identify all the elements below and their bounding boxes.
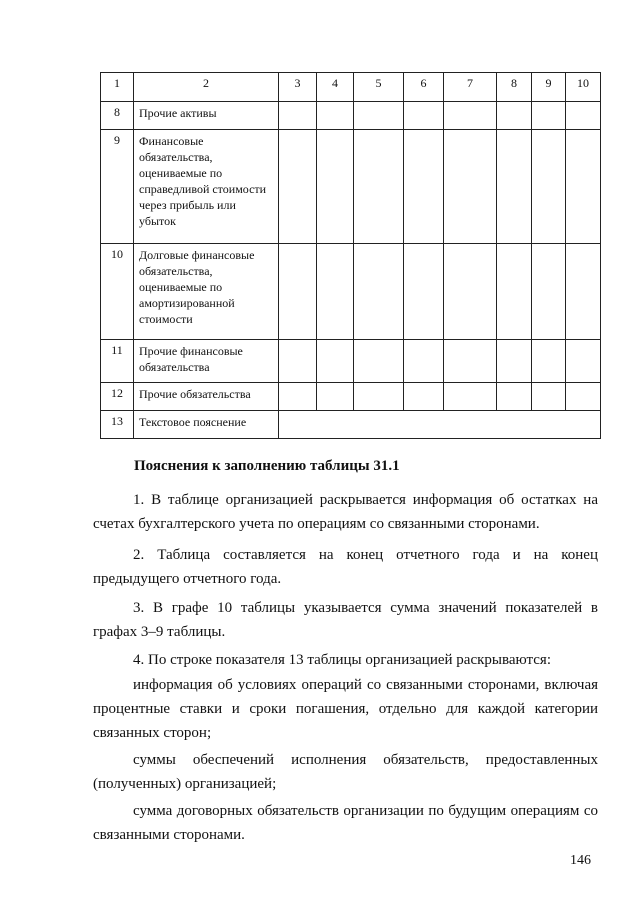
table-cell [497,102,532,130]
page-number: 146 [570,853,591,868]
table-cell [279,383,317,411]
table-cell [532,102,566,130]
section-title: Пояснения к заполнению таблицы 31.1 [134,458,400,474]
header-cell: 6 [404,73,444,102]
table-row [101,130,601,244]
header-cell: 10 [566,73,601,102]
table-cell [317,383,354,411]
table-cell [279,340,317,383]
table-cell [354,244,404,340]
row-label: Текстовое пояснение [134,411,279,439]
row-label: Прочие активы [134,102,279,130]
table-cell [566,244,601,340]
table-cell [444,244,497,340]
table-cell [279,102,317,130]
row-number: 11 [101,340,134,383]
row-number: 12 [101,383,134,411]
header-cell: 9 [532,73,566,102]
table-cell [317,130,354,244]
table-cell [404,244,444,340]
header-cell: 1 [101,73,134,102]
table-cell [404,102,444,130]
row-label: Прочие обязательства [134,383,279,411]
table-cell [354,102,404,130]
row-label: Долговые финансовые обязательства, оцениваемые по амортизированной стоимости [134,244,279,340]
table-cell [279,244,317,340]
table-cell [444,130,497,244]
table-cell [566,102,601,130]
merged-cell [279,411,601,439]
table-cell [566,383,601,411]
paragraph: сумма договорных обязательств организации по будущим операциям со связанными сторонами. [93,803,598,843]
table-cell [566,340,601,383]
table-cell [279,130,317,244]
table-header-row [101,73,601,102]
table-cell [532,383,566,411]
table-cell [354,340,404,383]
table-cell [404,383,444,411]
table-cell [444,383,497,411]
paragraph: 3. В графе 10 таблицы указывается сумма значений показателей в графах 3–9 таблицы. [93,600,598,640]
paragraph: 1. В таблице организацией раскрывается информация об остатках на счетах бухгалтерского учета по операциям со связанными сторонами. [93,492,598,532]
table-cell [497,340,532,383]
table-cell [354,383,404,411]
table-row [101,244,601,340]
table-row [101,102,601,130]
table-cell [444,102,497,130]
paragraph: суммы обеспечений исполнения обязательств, предоставленных (полученных) организацией; [93,752,598,792]
table-cell [444,340,497,383]
row-label: Финансовые обязательства, оцениваемые по справедливой стоимости через прибыль или убыток [134,130,279,244]
paragraph: информация об условиях операций со связанными сторонами, включая процентные ставки и сроки погашения, отдельно для каждой категории связанных сторон; [93,677,598,741]
table-cell [532,340,566,383]
paragraph: 4. По строке показателя 13 таблицы организацией раскрываются: [133,652,551,668]
table-cell [404,340,444,383]
table-cell [532,130,566,244]
table-cell [317,244,354,340]
row-number: 10 [101,244,134,340]
header-cell: 2 [134,73,279,102]
header-cell: 5 [354,73,404,102]
row-number: 8 [101,102,134,130]
table-cell [317,340,354,383]
related-parties-table [100,72,601,439]
row-number: 9 [101,130,134,244]
table-cell [497,383,532,411]
row-number: 13 [101,411,134,439]
header-cell: 4 [317,73,354,102]
table-cell [404,130,444,244]
header-cell: 3 [279,73,317,102]
table-row [101,383,601,411]
paragraph: 2. Таблица составляется на конец отчетного года и на конец предыдущего отчетного года. [93,547,598,587]
table-cell [317,102,354,130]
header-cell: 8 [497,73,532,102]
table-row [101,411,601,439]
row-label: Прочие финансовые обязательства [134,340,279,383]
table-row [101,340,601,383]
table-cell [497,244,532,340]
table-cell [532,244,566,340]
table-cell [354,130,404,244]
table-cell [497,130,532,244]
header-cell: 7 [444,73,497,102]
table-cell [566,130,601,244]
